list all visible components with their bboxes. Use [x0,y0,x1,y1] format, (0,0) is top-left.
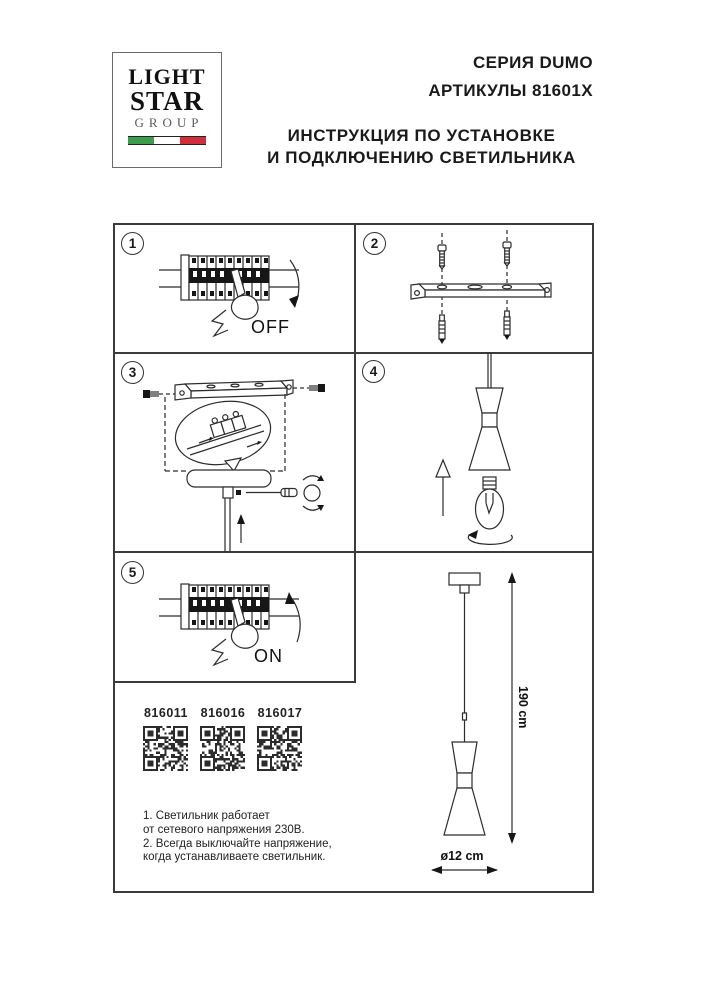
height-dimension-line [508,572,516,844]
step2-number: 2 [363,232,386,255]
flag-green [128,137,154,144]
page-title-line2: И ПОДКЛЮЧЕНИЮ СВЕТИЛЬНИКА [267,148,576,167]
step1-breaker-off-diagram [113,223,355,353]
mounting-bracket-drawing [411,283,551,299]
qr-code [143,726,188,771]
lamp-dimensions-diagram [355,552,594,893]
flag-white [154,137,180,144]
note-line: когда устанавливаете светильник. [143,851,326,864]
qr-code [257,726,302,771]
wall-anchor-icon [439,315,445,344]
side-screw-icon [293,384,325,392]
qr-code [200,726,245,771]
step5-breaker-on-diagram [113,552,355,682]
rotate-arrow-icon [468,530,512,544]
article-code-label: 816011 [143,706,189,720]
step1-off-label: OFF [251,317,290,337]
height-dimension-label: 190 cm [516,686,530,729]
diameter-dimension-line [431,866,498,874]
wall-anchor-icon [504,311,510,340]
italy-flag-stripe [128,136,206,145]
bulb-icon [476,477,504,529]
logo-word-group: GROUP [134,115,204,130]
diameter-dimension-label: ø12 cm [440,849,484,863]
step5-number: 5 [121,561,144,584]
arrow-up-icon [436,460,450,516]
series-title: СЕРИЯ DUMO [472,53,593,72]
step3-number: 3 [121,361,144,384]
turning-hand-icon [303,475,324,511]
flag-red [180,137,206,144]
note-line: 2. Всегда выключайте напряжение, [143,837,332,850]
mounting-screw-icon [438,245,446,269]
step5-on-label: ON [254,646,283,666]
step1-number: 1 [121,232,144,255]
page-title-line1: ИНСТРУКЦИЯ ПО УСТАНОВКЕ [287,126,556,145]
step4-shade-bulb-diagram [355,353,594,552]
mounting-screw-icon [503,242,511,266]
terminal-block-magnifier [170,394,275,472]
step3-wiring-diagram [113,353,355,552]
note-line: от сетевого напряжения 230В. [143,823,305,836]
screwdriver-icon [246,489,297,497]
step2-bracket-diagram [355,223,594,353]
side-screw-icon [143,390,175,398]
article-code-label: 816016 [200,706,246,720]
lamp-shade-drawing [469,388,510,470]
logo-word-light: LIGHT [128,64,206,89]
pendant-lamp-drawing [444,573,485,835]
step4-number: 4 [362,360,385,383]
safety-notes [143,810,332,865]
mounting-bracket-drawing [175,380,293,400]
arrow-up-icon [237,514,245,543]
logo-word-star: STAR [129,86,205,116]
article-code-label: 816017 [257,706,303,720]
ceiling-canopy [187,470,271,487]
lightstar-logo [112,52,222,168]
note-line: 1. Светильник работает [143,810,270,822]
arrow-down-icon [289,260,299,308]
articles-title: АРТИКУЛЫ 81601X [428,81,593,100]
